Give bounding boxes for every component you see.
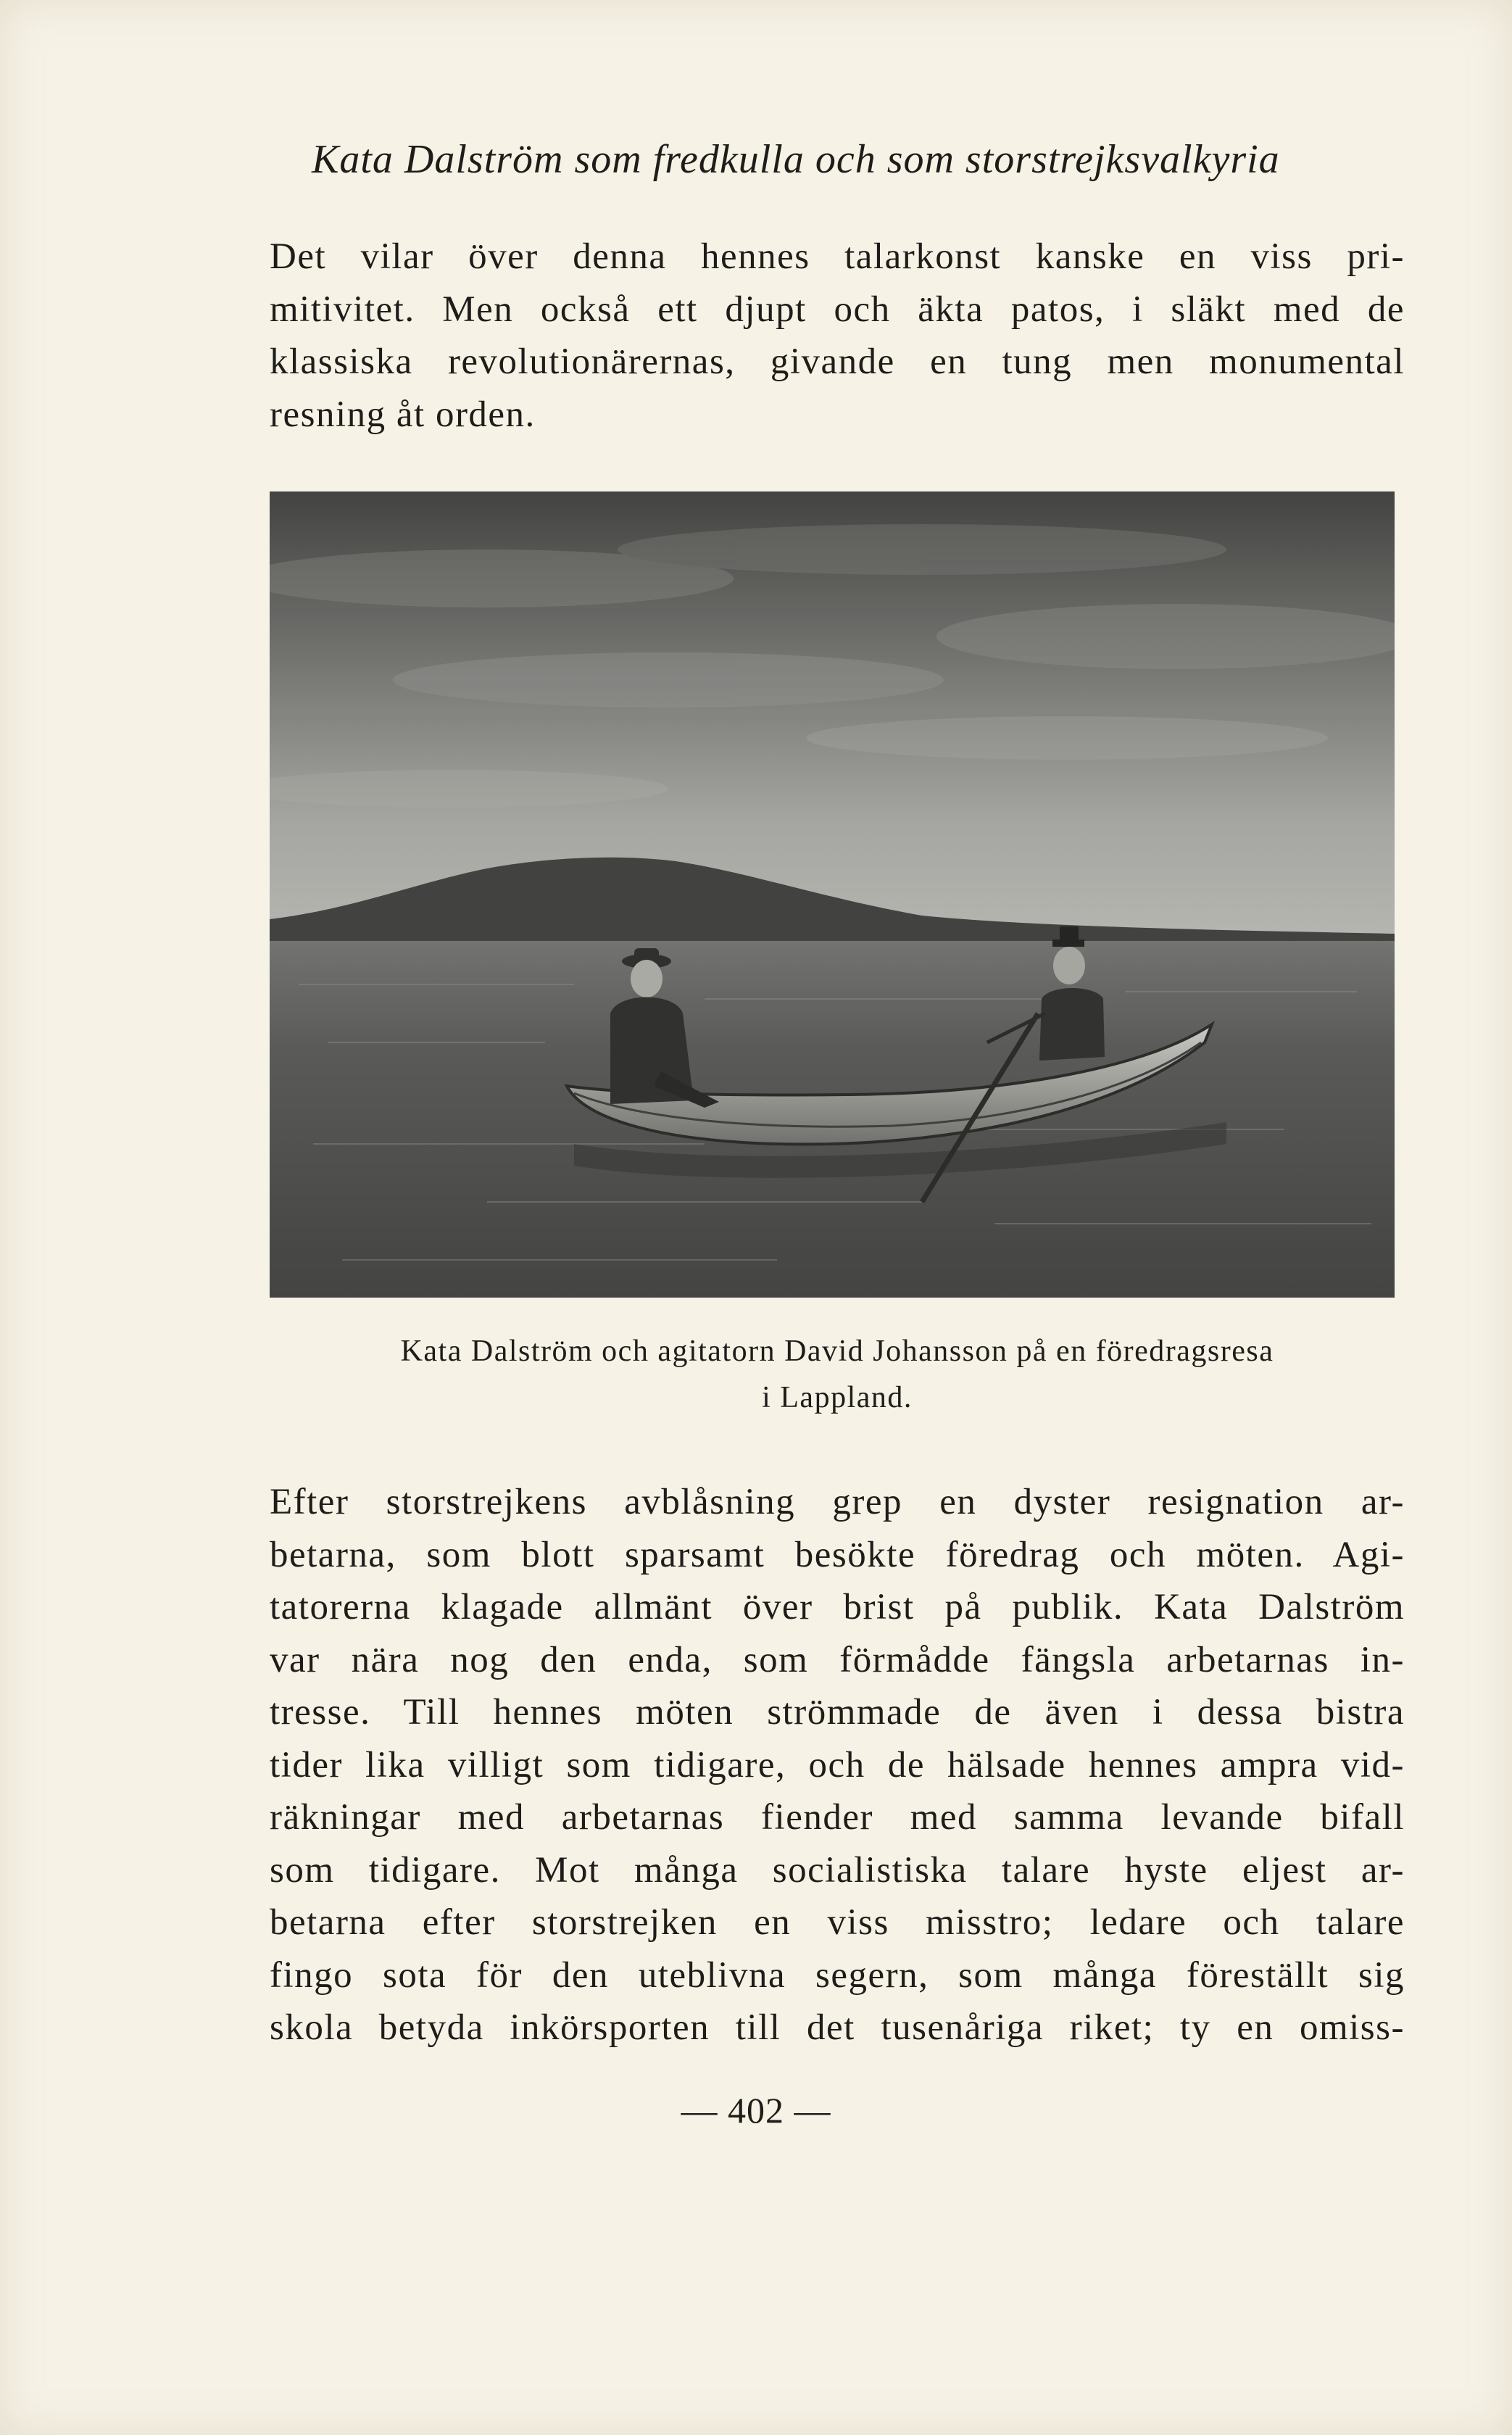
text-line: räkningar med arbetarnas fiender med samma levande bifall [270,1797,1405,1838]
text-line: tider lika villigt som tidigare, och de hälsade hennes ampra vid- [270,1744,1405,1785]
text-line: som tidigare. Mot många socialistiska talare hyste eljest ar- [270,1849,1405,1891]
text-line: var nära nog den enda, som förmådde fängsla arbetarnas in- [270,1639,1405,1680]
caption-line: Kata Dalström och agitatorn David Johansson på en föredragsresa [400,1335,1274,1368]
text-line: betarna efter storstrejken en viss misstro; ledare och talare [270,1902,1405,1943]
text-line: mitivitet. Men också ett djupt och äkta patos, i släkt med de [270,289,1405,330]
text-line: Efter storstrejkens avblåsning grep en dyster resignation ar- [270,1482,1405,1522]
text-line: fingo sota för den uteblivna segern, som många föreställt sig [270,1954,1405,1996]
text-line: betarna, som blott sparsamt besökte föredrag och möten. Agi- [270,1534,1405,1575]
caption-line: i Lappland. [762,1381,913,1414]
text-line: klassiska revolutionärernas, givande en tung men monumental [270,341,1405,382]
photo-caption [270,1328,1405,1421]
text-line: skola betyda inkörsporten till det tusenåriga riket; ty en omiss- [270,2007,1405,2048]
text-line: resning åt orden. [270,394,536,435]
paragraph-1 [270,231,1405,441]
running-head: Kata Dalström som fredkulla och som storstrejksvalkyria [312,137,1280,182]
paragraph-2 [270,1476,1405,2054]
text-line: Det vilar över denna hennes talarkonst kanske en viss pri- [270,236,1405,277]
grain-overlay [270,491,1395,1298]
photograph-boat-on-lake [270,491,1395,1298]
page-number: — 402 — [681,2090,831,2131]
text-line: tatorerna klagade allmänt över brist på publik. Kata Dalström [270,1587,1405,1627]
text-line: tresse. Till hennes möten strömmade de även i dessa bistra [270,1692,1405,1733]
